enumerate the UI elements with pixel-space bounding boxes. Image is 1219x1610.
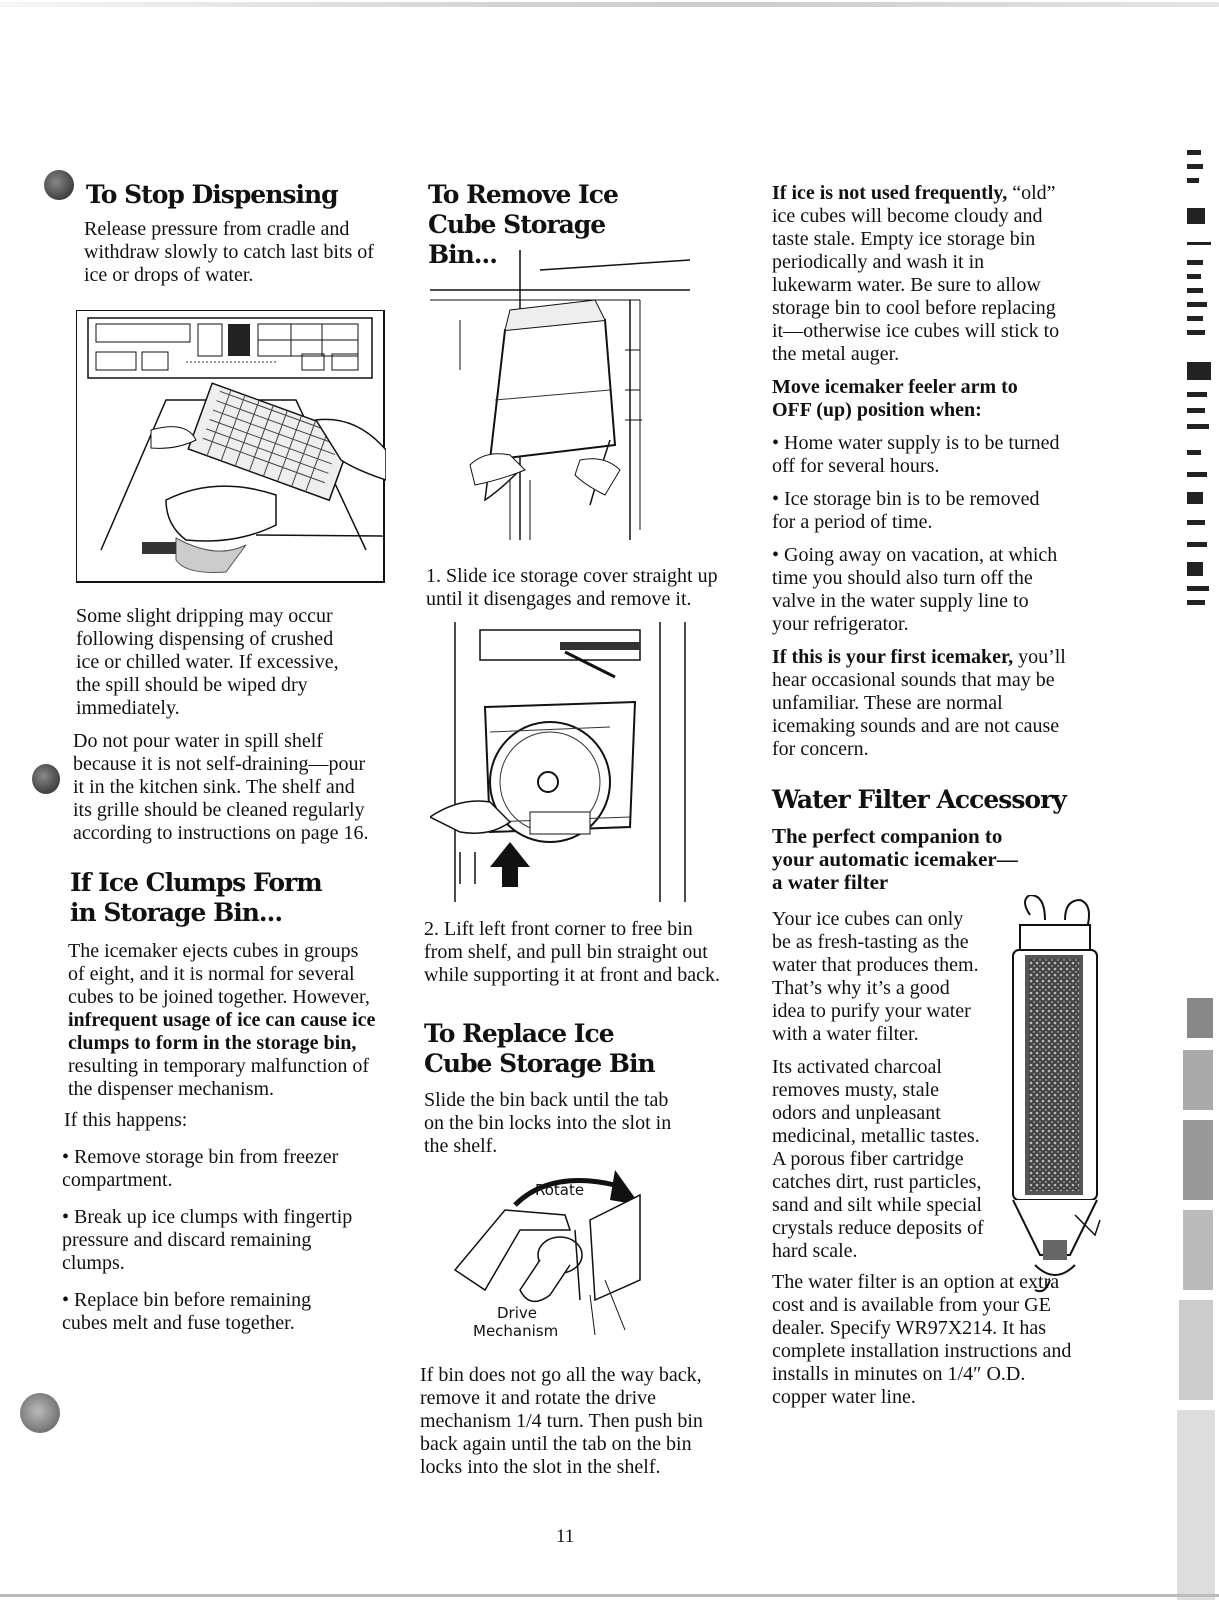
- clumps-section: [62, 868, 377, 1335]
- scan-top-edge: [0, 2, 1219, 7]
- feeler-bullet-1: • Home water supply is to be turned off for several hours.: [772, 432, 1062, 478]
- water-filter-subheading: The perfect companion to your automatic icemaker— a water filter: [772, 824, 1018, 894]
- rotate-label: Rotate: [535, 1181, 585, 1199]
- feeler-bullet-3: • Going away on vacation, at which time you should also turn off the valve in the water supply line to your refrigerator.: [772, 544, 1062, 636]
- clump-bullet-1: • Remove storage bin from freezer compartment.: [62, 1146, 362, 1192]
- feeler-bullet-2: • Ice storage bin is to be removed for a period of time.: [772, 488, 1067, 534]
- if-this-happens: If this happens:: [64, 1109, 188, 1131]
- dripping-text: Some slight dripping may occur following dispensing of crushed ice or chilled water. If excessive, the spill should be wiped dry immediately.: [76, 605, 339, 719]
- step2-block: [424, 918, 734, 1158]
- mechanism-label: Mechanism: [473, 1322, 559, 1340]
- scan-edge-artifacts: [1159, 150, 1219, 1610]
- infrequent-body: “old” ice cubes will become cloudy and taste stale. Empty ice storage bin periodically and wash it in lukewarm water. Be sure to allow storage bin to cool before replacing it—otherwise ice cubes will stick to the metal auger.: [772, 182, 1060, 365]
- clump-bullet-2: • Break up ice clumps with fingertip pressure and discard remaining clumps.: [62, 1206, 372, 1275]
- replace-bin-heading: To Replace Ice Cube Storage Bin: [424, 1019, 655, 1078]
- remove-bin-heading: To Remove Ice Cube Storage Bin...: [428, 180, 618, 269]
- replace-extra-block: [420, 1364, 730, 1479]
- clumps-text: [68, 940, 377, 1101]
- first-icemaker-text: [772, 646, 1067, 761]
- remove-cover-illustration: [430, 240, 700, 550]
- water-filter-illustration: [1005, 895, 1105, 1295]
- rotate-mechanism-illustration: [445, 1160, 665, 1350]
- column-left: [70, 180, 385, 287]
- stop-dispensing-heading: To Stop Dispensing: [86, 180, 338, 209]
- clumps-text-b: resulting in temporary malfunction of the dispenser mechanism.: [68, 1055, 370, 1100]
- replace-bin-text: Slide the bin back until the tab on the bin locks into the slot in the shelf.: [424, 1089, 672, 1157]
- water-filter-text-2: Its activated charcoal removes musty, stale odors and unpleasant medicinal, metallic tastes. A porous fiber cartridge catches dirt, rust particles, sand and silt while special crystals reduce deposits of hard scale.: [772, 1056, 984, 1262]
- page-number: 11: [556, 1526, 575, 1547]
- dispenser-illustration: [76, 310, 386, 585]
- page-number-block: [556, 1525, 586, 1548]
- water-filter-text-3: The water filter is an option at extra cost and is available from your GE dealer. Specify WR97X214. It has complete installation instructions and installs in minutes on 1/4″ O.D. copper water line.: [772, 1271, 1072, 1408]
- infrequent-bold: If ice is not used frequently,: [772, 182, 1008, 204]
- clump-bullet-3: • Replace bin before remaining cubes melt and fuse together.: [62, 1289, 352, 1335]
- clumps-text-bold: infrequent usage of ice can cause ice clumps to form in the storage bin,: [68, 1009, 376, 1054]
- step-1-text: 1. Slide ice storage cover straight up until it disengages and remove it.: [426, 565, 718, 610]
- step1-block: [426, 565, 726, 611]
- water-filter-text-1: Your ice cubes can only be as fresh-tasting as the water that produces them. That’s why it’s a good idea to purify your water with a water filter.: [772, 908, 979, 1045]
- drive-label: Drive: [497, 1304, 537, 1322]
- replace-bin-text-2: If bin does not go all the way back, remove it and rotate the drive mechanism 1/4 turn. Then push bin back again until the tab on the bin locks into the slot in the shelf.: [420, 1364, 703, 1478]
- clumps-heading: If Ice Clumps Form in Storage Bin...: [70, 868, 322, 927]
- first-icemaker-bold: If this is your first icemaker,: [772, 646, 1014, 668]
- binder-hole-middle: [32, 764, 60, 794]
- water-filter-heading: Water Filter Accessory: [772, 785, 1066, 814]
- first-icemaker-body: you’ll hear occasional sounds that may be unfamiliar. These are normal icemaking sounds and are not cause for concern.: [772, 646, 1066, 760]
- stop-dispensing-text: Release pressure from cradle and withdraw slowly to catch last bits of ice or drops of water.: [84, 218, 374, 286]
- feeler-arm-heading: Move icemaker feeler arm to OFF (up) position when:: [772, 376, 1018, 421]
- infrequent-use-text: [772, 182, 1062, 366]
- column-left-lower: [73, 605, 383, 845]
- clumps-text-a: The icemaker ejects cubes in groups of eight, and it is normal for several cubes to be joined together. However,: [68, 940, 370, 1008]
- binder-hole-bottom: [20, 1393, 60, 1433]
- step-2-text: 2. Lift left front corner to free bin from shelf, and pull bin straight out while supporting it at front and back.: [424, 918, 721, 986]
- scan-bottom-edge: [0, 1594, 1219, 1597]
- lift-bin-illustration: [430, 622, 700, 907]
- spill-shelf-text: Do not pour water in spill shelf because it is not self-draining—pour it in the kitchen sink. The shelf and its grille should be cleaned regularly according to instructions on page 16.: [73, 730, 369, 844]
